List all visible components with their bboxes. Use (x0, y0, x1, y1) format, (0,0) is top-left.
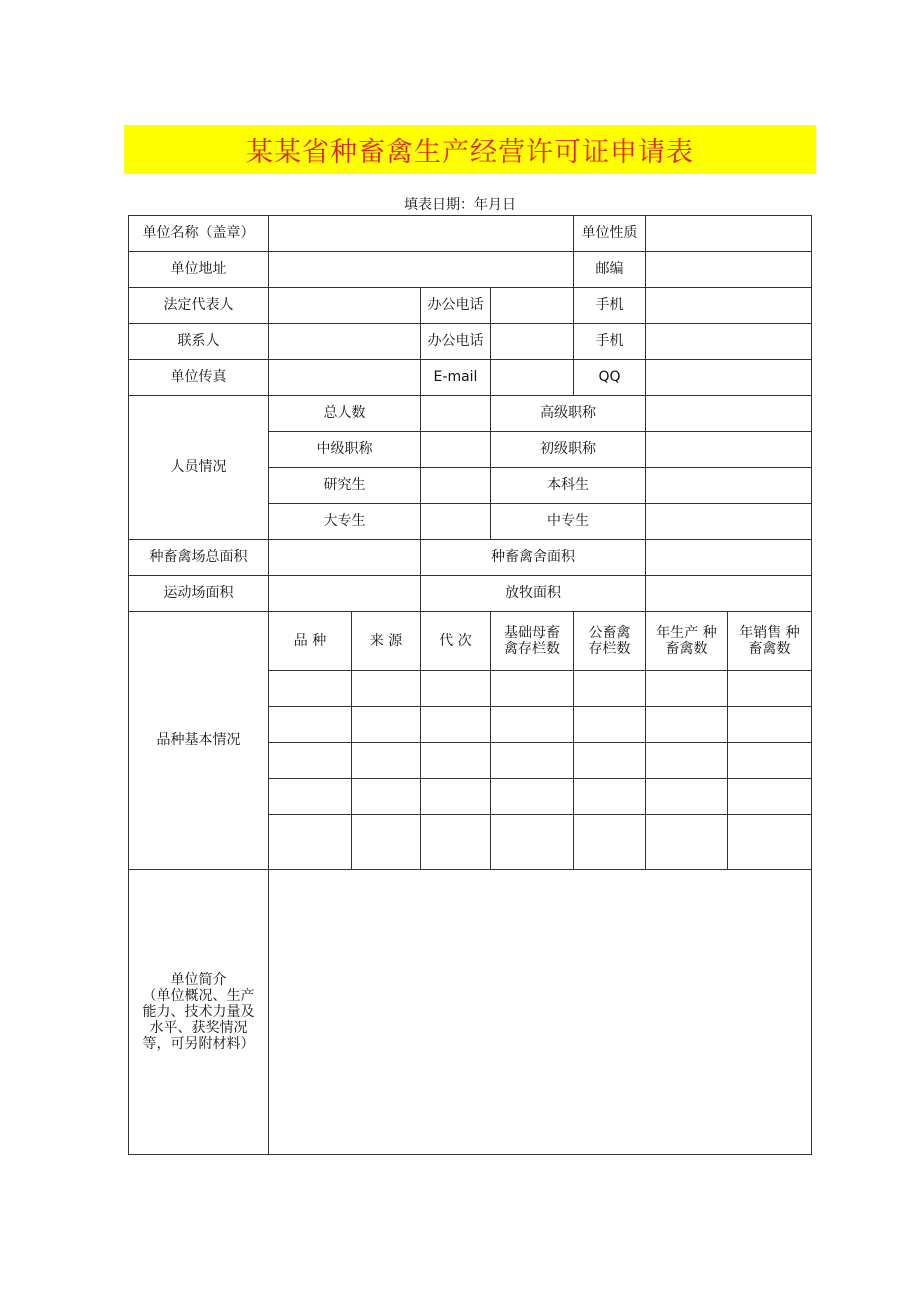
breed-cell[interactable] (728, 707, 812, 743)
header-generation: 代 次 (421, 612, 491, 671)
label-contact: 联系人 (129, 324, 269, 360)
field-senior-title[interactable] (646, 396, 812, 432)
breed-cell[interactable] (728, 815, 812, 870)
label-barn-area: 种畜禽舍面积 (421, 540, 646, 576)
label-contact-office-phone: 办公电话 (421, 324, 491, 360)
header-source: 来 源 (352, 612, 421, 671)
breed-cell[interactable] (646, 779, 728, 815)
breed-cell[interactable] (574, 743, 646, 779)
breed-cell[interactable] (421, 779, 491, 815)
field-email[interactable] (491, 360, 574, 396)
breed-cell[interactable] (352, 671, 421, 707)
label-contact-mobile: 手机 (574, 324, 646, 360)
label-grazing-area: 放牧面积 (421, 576, 646, 612)
label-qq: QQ (574, 360, 646, 396)
label-breed-info: 品种基本情况 (129, 612, 269, 870)
field-junior-title[interactable] (646, 432, 812, 468)
breed-cell[interactable] (646, 743, 728, 779)
header-annual-production: 年生产 种 畜禽数 (646, 612, 728, 671)
label-personnel: 人员情况 (129, 396, 269, 540)
field-legal-rep-office-phone[interactable] (491, 288, 574, 324)
breed-cell[interactable] (421, 707, 491, 743)
row-unit-intro (129, 870, 812, 1155)
field-middle-title[interactable] (421, 432, 491, 468)
label-unit-address: 单位地址 (129, 252, 269, 288)
field-unit-nature[interactable] (646, 216, 812, 252)
field-bachelor[interactable] (646, 468, 812, 504)
breed-cell[interactable] (352, 815, 421, 870)
field-barn-area[interactable] (646, 540, 812, 576)
field-contact-office-phone[interactable] (491, 324, 574, 360)
title-banner (124, 125, 816, 174)
field-unit-address[interactable] (269, 252, 574, 288)
field-exercise-area[interactable] (269, 576, 421, 612)
breed-cell[interactable] (269, 743, 352, 779)
label-mobile: 手机 (574, 288, 646, 324)
label-bachelor: 本科生 (491, 468, 646, 504)
row-unit-name (129, 216, 812, 252)
breed-cell[interactable] (491, 707, 574, 743)
row-contact (129, 324, 812, 360)
breed-cell[interactable] (269, 779, 352, 815)
row-legal-rep (129, 288, 812, 324)
label-middle-title: 中级职称 (269, 432, 421, 468)
breed-cell[interactable] (574, 707, 646, 743)
label-unit-fax: 单位传真 (129, 360, 269, 396)
field-junior-college[interactable] (421, 504, 491, 540)
application-form-table (128, 215, 812, 1155)
breed-cell[interactable] (646, 815, 728, 870)
field-unit-name[interactable] (269, 216, 574, 252)
breed-cell[interactable] (491, 815, 574, 870)
breed-cell[interactable] (491, 779, 574, 815)
breed-cell[interactable] (646, 707, 728, 743)
label-senior-title: 高级职称 (491, 396, 646, 432)
breed-cell[interactable] (728, 779, 812, 815)
label-unit-intro: 单位简介 （单位概况、生产 能力、技术力量及 水平、获奖情况 等，可另附材料） (129, 870, 269, 1155)
label-legal-rep: 法定代表人 (129, 288, 269, 324)
field-unit-intro[interactable] (269, 870, 812, 1155)
header-annual-sales: 年销售 种 畜禽数 (728, 612, 812, 671)
row-breed-header (129, 612, 812, 671)
label-unit-name: 单位名称（盖章） (129, 216, 269, 252)
row-personnel-1 (129, 396, 812, 432)
breed-cell[interactable] (352, 779, 421, 815)
field-contact-mobile[interactable] (646, 324, 812, 360)
breed-cell[interactable] (421, 671, 491, 707)
form-title: 某某省种畜禽生产经营许可证申请表 (246, 137, 694, 168)
field-legal-rep-mobile[interactable] (646, 288, 812, 324)
breed-cell[interactable] (269, 815, 352, 870)
field-postcode[interactable] (646, 252, 812, 288)
fill-date: 填表日期：年月日 (404, 197, 516, 213)
label-junior-college: 大专生 (269, 504, 421, 540)
field-contact[interactable] (269, 324, 421, 360)
breed-cell[interactable] (421, 743, 491, 779)
field-postgraduate[interactable] (421, 468, 491, 504)
field-unit-fax[interactable] (269, 360, 421, 396)
label-total-staff: 总人数 (269, 396, 421, 432)
breed-cell[interactable] (491, 671, 574, 707)
label-technical-secondary: 中专生 (491, 504, 646, 540)
field-qq[interactable] (646, 360, 812, 396)
header-male-stock: 公畜禽 存栏数 (574, 612, 646, 671)
row-exercise-area (129, 576, 812, 612)
field-farm-total-area[interactable] (269, 540, 421, 576)
breed-cell[interactable] (269, 707, 352, 743)
field-technical-secondary[interactable] (646, 504, 812, 540)
field-grazing-area[interactable] (646, 576, 812, 612)
label-office-phone: 办公电话 (421, 288, 491, 324)
breed-cell[interactable] (491, 743, 574, 779)
label-postcode: 邮编 (574, 252, 646, 288)
label-farm-total-area: 种畜禽场总面积 (129, 540, 269, 576)
header-breed: 品 种 (269, 612, 352, 671)
label-unit-nature: 单位性质 (574, 216, 646, 252)
breed-cell[interactable] (728, 743, 812, 779)
breed-cell[interactable] (646, 671, 728, 707)
breed-cell[interactable] (421, 815, 491, 870)
field-legal-rep[interactable] (269, 288, 421, 324)
label-junior-title: 初级职称 (491, 432, 646, 468)
row-unit-address (129, 252, 812, 288)
breed-cell[interactable] (352, 743, 421, 779)
breed-cell[interactable] (728, 671, 812, 707)
field-total-staff[interactable] (421, 396, 491, 432)
breed-cell[interactable] (352, 707, 421, 743)
label-exercise-area: 运动场面积 (129, 576, 269, 612)
breed-cell[interactable] (574, 815, 646, 870)
breed-cell[interactable] (269, 671, 352, 707)
header-base-female-stock: 基础母畜 禽存栏数 (491, 612, 574, 671)
breed-cell[interactable] (574, 779, 646, 815)
breed-cell[interactable] (574, 671, 646, 707)
row-farm-area (129, 540, 812, 576)
row-fax (129, 360, 812, 396)
label-email: E-mail (421, 360, 491, 396)
label-postgraduate: 研究生 (269, 468, 421, 504)
